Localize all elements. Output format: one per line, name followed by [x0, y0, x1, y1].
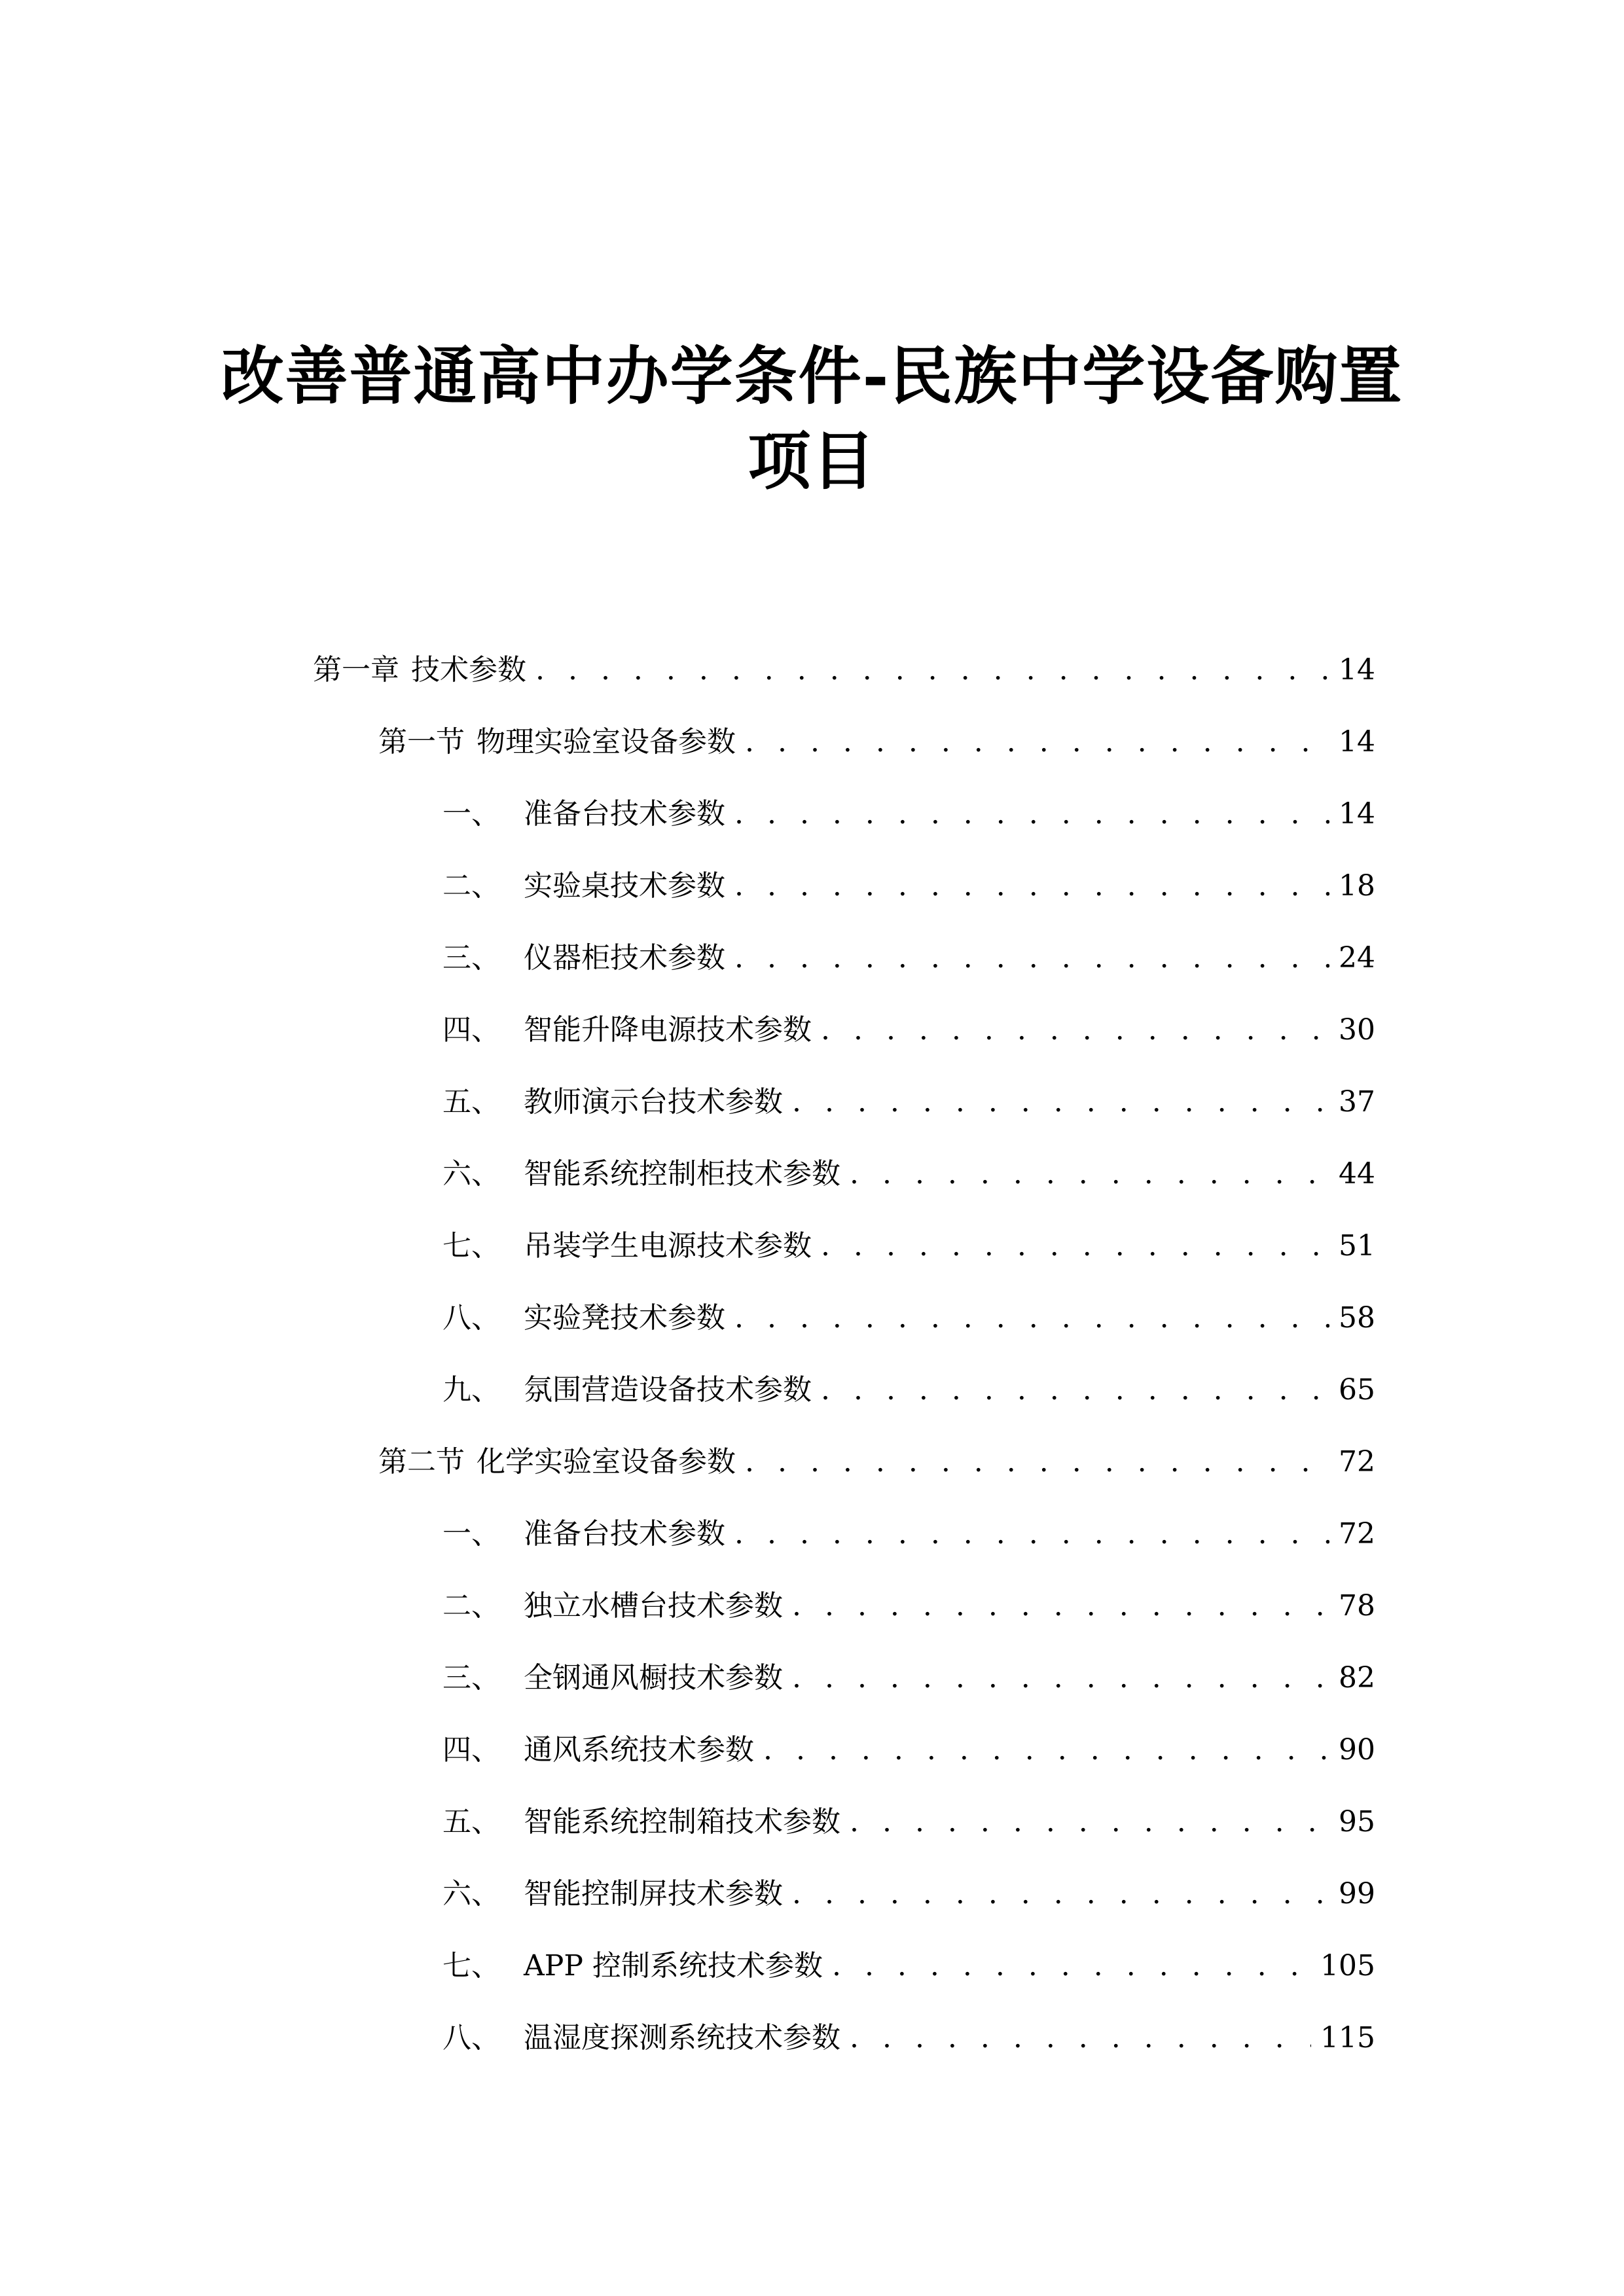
toc-entry-page-number: 82	[1339, 1661, 1375, 1695]
dot-leader	[734, 1292, 1329, 1344]
toc-entry-page-number: 14	[1339, 797, 1375, 831]
dot-leader	[734, 860, 1329, 912]
toc-entry-number: 六、	[442, 1877, 500, 1910]
toc-entry-page-number: 105	[1320, 1949, 1375, 1982]
toc-entry-item[interactable]	[442, 1724, 1375, 1776]
toc-entry-label: 准备台技术参数	[524, 797, 725, 831]
toc-entry-number: 八、	[442, 2021, 500, 2054]
toc-entry-label: 氛围营造设备技术参数	[524, 1373, 812, 1407]
toc-entry-item[interactable]	[442, 2012, 1375, 2064]
toc-entry-number: 三、	[442, 941, 500, 975]
toc-entry-number: 二、	[442, 869, 500, 903]
toc-entry-page-number: 72	[1339, 1517, 1375, 1551]
dot-leader	[763, 1724, 1329, 1776]
toc-entry-item[interactable]	[442, 932, 1375, 984]
dot-leader	[850, 2012, 1311, 2064]
toc-entry-number: 七、	[442, 1949, 500, 1982]
toc-entry-item[interactable]	[442, 1508, 1375, 1560]
toc-entry-page-number: 72	[1339, 1445, 1375, 1479]
toc-entry-item[interactable]	[442, 1076, 1375, 1128]
dot-leader	[745, 716, 1329, 768]
toc-entry-item[interactable]	[442, 1652, 1375, 1704]
toc-entry-chapter-1[interactable]	[313, 644, 1375, 696]
toc-entry-number: 二、	[442, 1589, 500, 1623]
toc-entry-page-number: 30	[1339, 1013, 1375, 1047]
toc-entry-number: 第一章	[313, 653, 399, 687]
document-title-line-2: 项目	[748, 424, 876, 498]
toc-entry-label: 仪器柜技术参数	[524, 941, 725, 975]
toc-entry-item[interactable]	[442, 860, 1375, 912]
toc-entry-label: 全钢通风橱技术参数	[524, 1661, 783, 1695]
toc-entry-page-number: 24	[1339, 941, 1375, 975]
toc-entry-page-number: 95	[1339, 1805, 1375, 1839]
toc-entry-page-number: 18	[1339, 869, 1375, 903]
toc-entry-item[interactable]	[442, 1364, 1375, 1416]
toc-entry-label: 智能升降电源技术参数	[524, 1013, 812, 1047]
toc-entry-label: 技术参数	[411, 653, 526, 687]
dot-leader	[734, 932, 1329, 984]
toc-entry-number: 四、	[442, 1733, 500, 1767]
dot-leader	[792, 1652, 1329, 1704]
toc-entry-label: APP 控制系统技术参数	[524, 1949, 823, 1982]
toc-entry-label: 准备台技术参数	[524, 1517, 725, 1551]
dot-leader	[792, 1076, 1329, 1128]
toc-entry-number: 九、	[442, 1373, 500, 1407]
toc-entry-item[interactable]	[442, 1796, 1375, 1848]
toc-entry-item[interactable]	[442, 1004, 1375, 1056]
toc-entry-label: 物理实验室设备参数	[477, 725, 736, 759]
dot-leader	[821, 1364, 1329, 1416]
toc-entry-page-number: 51	[1339, 1229, 1375, 1263]
toc-entry-number: 四、	[442, 1013, 500, 1047]
toc-entry-label: 化学实验室设备参数	[477, 1445, 736, 1479]
toc-entry-label: 智能系统控制箱技术参数	[524, 1805, 840, 1839]
toc-entry-label: 智能控制屏技术参数	[524, 1877, 783, 1910]
toc-entry-item[interactable]	[442, 1940, 1375, 1992]
dot-leader	[792, 1580, 1329, 1632]
toc-entry-page-number: 65	[1339, 1373, 1375, 1407]
toc-entry-number: 一、	[442, 797, 500, 831]
toc-entry-page-number: 44	[1339, 1157, 1375, 1191]
toc-entry-number: 七、	[442, 1229, 500, 1263]
dot-leader	[792, 1868, 1329, 1920]
toc-entry-label: 通风系统技术参数	[524, 1733, 754, 1767]
toc-entry-item[interactable]	[442, 788, 1375, 840]
toc-entry-item[interactable]	[442, 1148, 1375, 1200]
dot-leader	[535, 644, 1329, 696]
toc-entry-item[interactable]	[442, 1580, 1375, 1632]
dot-leader	[821, 1220, 1329, 1272]
toc-entry-page-number: 37	[1339, 1085, 1375, 1119]
toc-entry-number: 第二节	[378, 1445, 465, 1479]
toc-entry-page-number: 14	[1339, 653, 1375, 687]
toc-entry-label: 智能系统控制柜技术参数	[524, 1157, 840, 1191]
dot-leader	[832, 1940, 1311, 1992]
document-title-line-1: 改善普通高中办学条件-民族中学设备购置	[221, 339, 1403, 413]
toc-entry-item[interactable]	[442, 1292, 1375, 1344]
dot-leader	[745, 1436, 1329, 1488]
dot-leader	[734, 1508, 1329, 1560]
toc-entry-page-number: 115	[1320, 2021, 1375, 2054]
toc-entry-number: 五、	[442, 1805, 500, 1839]
toc-entry-page-number: 14	[1339, 725, 1375, 759]
toc-entry-label: 吊装学生电源技术参数	[524, 1229, 812, 1263]
toc-entry-page-number: 58	[1339, 1301, 1375, 1335]
toc-entry-label: 温湿度探测系统技术参数	[524, 2021, 840, 2054]
toc-entry-number: 五、	[442, 1085, 500, 1119]
toc-entry-item[interactable]	[442, 1220, 1375, 1272]
toc-entry-label: 实验桌技术参数	[524, 869, 725, 903]
toc-entry-label: 实验凳技术参数	[524, 1301, 725, 1335]
toc-entry-number: 三、	[442, 1661, 500, 1695]
toc-entry-label: 独立水槽台技术参数	[524, 1589, 783, 1623]
dot-leader	[821, 1004, 1329, 1056]
dot-leader	[734, 788, 1329, 840]
toc-entry-section-1[interactable]	[378, 716, 1375, 768]
toc-entry-section-2[interactable]	[378, 1436, 1375, 1488]
toc-entry-number: 八、	[442, 1301, 500, 1335]
toc-entry-number: 六、	[442, 1157, 500, 1191]
toc-entry-number: 第一节	[378, 725, 465, 759]
toc-entry-item[interactable]	[442, 1868, 1375, 1920]
toc-entry-page-number: 99	[1339, 1877, 1375, 1910]
dot-leader	[850, 1796, 1329, 1848]
toc-entry-page-number: 78	[1339, 1589, 1375, 1623]
toc-entry-label: 教师演示台技术参数	[524, 1085, 783, 1119]
toc-entry-page-number: 90	[1339, 1733, 1375, 1767]
toc-entry-number: 一、	[442, 1517, 500, 1551]
dot-leader	[850, 1148, 1329, 1200]
